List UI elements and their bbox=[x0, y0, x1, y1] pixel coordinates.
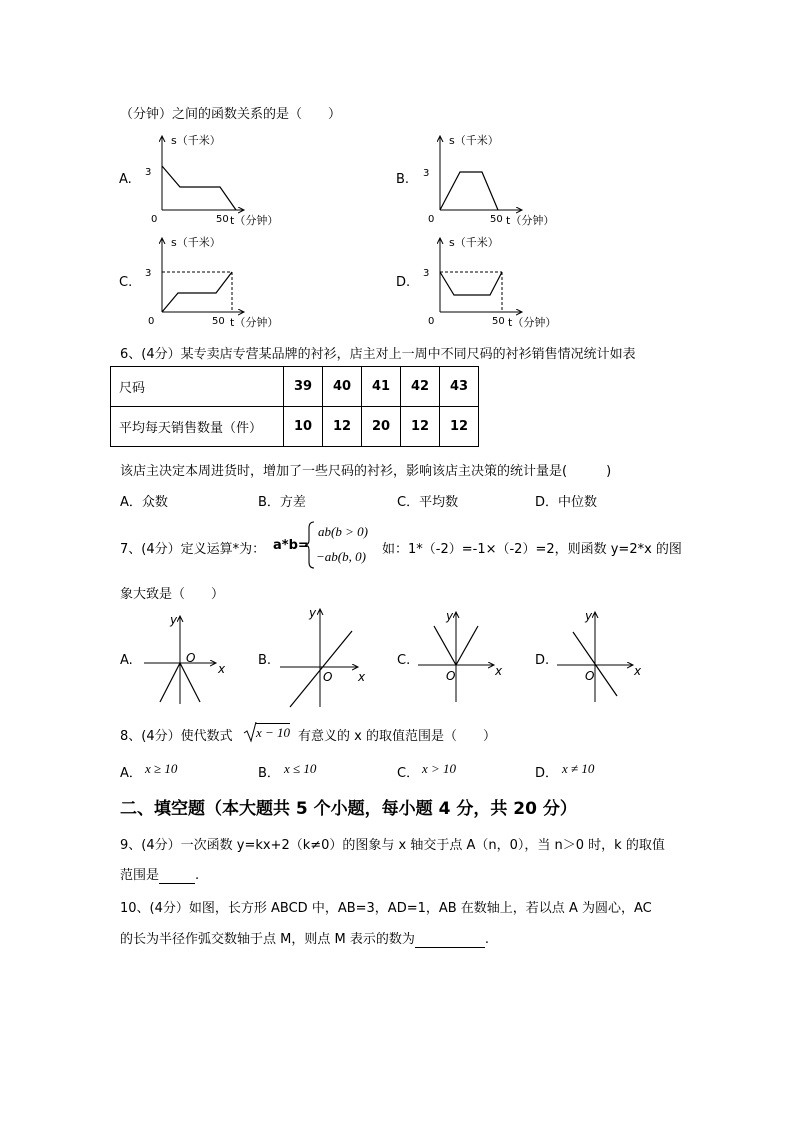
origin-label: O bbox=[585, 669, 595, 683]
q5-stem-end: （分钟）之间的函数关系的是（ ） bbox=[120, 107, 342, 122]
q9-line1: 9、(4分）一次函数 y=kx+2（k≠0）的图象与 x 轴交于点 A（n，0），当 n＞0 时，k 的取值 bbox=[120, 838, 665, 853]
q7-option-b-letter[interactable]: B. bbox=[258, 653, 272, 668]
q8-option-d-expr: x ≠ 10 bbox=[562, 761, 595, 776]
q5-graph-a bbox=[140, 130, 290, 228]
q8-option-c-expr: x > 10 bbox=[422, 761, 457, 776]
q7-option-c-letter[interactable]: C. bbox=[397, 653, 411, 668]
y-tick-label: 3 bbox=[145, 268, 152, 279]
y-axis-label: y bbox=[446, 609, 454, 623]
table-cell: 10 bbox=[284, 407, 323, 447]
q9-line2-prefix: 范围是 bbox=[120, 868, 160, 883]
y-tick-label: 3 bbox=[423, 168, 430, 179]
q5-option-d-letter[interactable]: D. bbox=[396, 275, 411, 290]
x-axis-label: x bbox=[634, 664, 642, 678]
q8-radicand: x − 10 bbox=[256, 725, 291, 740]
q8-prefix: 8、(4分）使代数式 bbox=[120, 729, 233, 744]
table-cell: 42 bbox=[401, 367, 440, 407]
q5-graph-d bbox=[418, 232, 568, 330]
q8-option-d-letter[interactable]: D． bbox=[535, 766, 559, 781]
q10-line1: 10、(4分）如图，长方形 ABCD 中，AB=3，AD=1，AB 在数轴上，若以点 A 为圆心，AC bbox=[120, 901, 652, 916]
q7-case1: ab(b > 0) bbox=[318, 524, 368, 539]
x-axis-label: t（分钟） bbox=[508, 316, 557, 329]
function-line bbox=[180, 663, 200, 702]
q5-graph-c bbox=[140, 232, 290, 330]
x-axis-label: x bbox=[358, 670, 366, 684]
q8-option-b-expr: x ≤ 10 bbox=[284, 761, 317, 776]
origin-label: O bbox=[323, 670, 333, 684]
q6-stem: 6、(4分）某专卖店专营某品牌的衬衫，店主对上一周中不同尺码的衬衫销售情况统计如表 bbox=[120, 347, 636, 362]
q6-option-b[interactable]: B．方差 bbox=[258, 495, 306, 510]
q7-option-a-letter[interactable]: A. bbox=[120, 653, 133, 668]
q7-option-d-letter[interactable]: D. bbox=[535, 653, 550, 668]
origin-label: 0 bbox=[151, 214, 158, 225]
q6-option-a[interactable]: A．众数 bbox=[120, 495, 168, 510]
q7-prefix: 7、(4分）定义运算*为： bbox=[120, 542, 266, 557]
function-line bbox=[456, 626, 478, 665]
function-line bbox=[162, 166, 236, 210]
y-axis-label: y bbox=[585, 609, 593, 623]
function-line bbox=[160, 663, 180, 702]
x-axis-label: t（分钟） bbox=[506, 214, 555, 227]
x-tick-label: 50 bbox=[492, 316, 505, 327]
q5-graph-b bbox=[418, 130, 568, 228]
q8-suffix: 有意义的 x 的取值范围是（ ） bbox=[298, 729, 496, 744]
x-axis-label: t（分钟） bbox=[230, 316, 279, 329]
y-axis-label: s（千米） bbox=[449, 236, 499, 249]
y-axis-label: y bbox=[170, 613, 178, 627]
q7-graph-d bbox=[555, 606, 655, 706]
q7-line2: 象大致是（ ） bbox=[120, 587, 225, 602]
origin-label: 0 bbox=[428, 214, 435, 225]
table-cell: 40 bbox=[323, 367, 362, 407]
q7-graph-b bbox=[278, 603, 378, 711]
x-axis-label: t（分钟） bbox=[230, 214, 279, 227]
q7-suffix: 如：1*（-2）=-1×（-2）=2，则函数 y=2*x 的图 bbox=[382, 542, 682, 557]
table-cell: 43 bbox=[440, 367, 479, 407]
table-cell: 20 bbox=[362, 407, 401, 447]
y-axis-label: y bbox=[309, 606, 317, 620]
q5-option-a-letter[interactable]: A. bbox=[119, 172, 132, 187]
x-axis-label: x bbox=[495, 664, 503, 678]
y-axis-label: s（千米） bbox=[171, 134, 221, 147]
table-row bbox=[111, 367, 479, 407]
q8-option-a-expr: x ≥ 10 bbox=[145, 761, 178, 776]
q8-option-c-letter[interactable]: C． bbox=[397, 766, 420, 781]
q7-graph-a bbox=[140, 610, 240, 708]
q10-line2-suffix: . bbox=[484, 932, 489, 947]
table-cell: 39 bbox=[284, 367, 323, 407]
sqrt-sign-icon bbox=[243, 720, 257, 744]
q7-case2: −ab(b, 0) bbox=[316, 549, 366, 564]
function-line bbox=[440, 272, 502, 295]
y-tick-label: 3 bbox=[423, 268, 430, 279]
table-cell: 12 bbox=[401, 407, 440, 447]
function-line bbox=[440, 172, 498, 210]
table-cell: 41 bbox=[362, 367, 401, 407]
q6-question: 该店主决定本周进货时，增加了一些尺码的衬衫，影响该店主决策的统计量是( ) bbox=[120, 464, 612, 479]
size-sales-table bbox=[110, 366, 479, 447]
origin-label: 0 bbox=[148, 316, 155, 327]
q6-option-d[interactable]: D．中位数 bbox=[535, 495, 598, 510]
q10-line2-prefix: 的长为半径作弧交数轴于点 M，则点 M 表示的数为 bbox=[120, 932, 415, 947]
q7-graph-c bbox=[416, 606, 516, 706]
function-line bbox=[434, 626, 456, 665]
q10-line2 bbox=[120, 928, 489, 948]
function-line bbox=[290, 631, 352, 707]
origin-label: 0 bbox=[428, 316, 435, 327]
table-cell: 12 bbox=[323, 407, 362, 447]
q10-answer-blank[interactable] bbox=[415, 932, 485, 948]
q7-ab-def: a*b= bbox=[273, 538, 309, 553]
x-axis-label: x bbox=[218, 662, 226, 676]
y-axis-label: s（千米） bbox=[171, 236, 221, 249]
q6-option-c[interactable]: C．平均数 bbox=[397, 495, 459, 510]
q8-option-b-letter[interactable]: B． bbox=[258, 766, 280, 781]
q9-answer-blank[interactable] bbox=[159, 868, 195, 884]
table-row bbox=[111, 407, 479, 447]
q9-line2-suffix: . bbox=[195, 868, 200, 883]
q8-option-a-letter[interactable]: A． bbox=[120, 766, 142, 781]
brace-icon bbox=[304, 520, 316, 570]
y-tick-label: 3 bbox=[145, 167, 152, 178]
x-tick-label: 50 bbox=[212, 316, 225, 327]
q5-option-b-letter[interactable]: B. bbox=[396, 172, 410, 187]
x-tick-label: 50 bbox=[216, 214, 229, 225]
row-header-quantity: 平均每天销售数量（件） bbox=[111, 407, 284, 447]
origin-label: O bbox=[186, 651, 196, 665]
origin-label: O bbox=[446, 669, 456, 683]
q9-line2 bbox=[120, 864, 199, 884]
function-line bbox=[162, 272, 232, 312]
q5-option-c-letter[interactable]: C. bbox=[119, 275, 133, 290]
table-cell: 12 bbox=[440, 407, 479, 447]
y-axis-label: s（千米） bbox=[449, 134, 499, 147]
section-heading: 二、填空题（本大题共 5 个小题，每小题 4 分，共 20 分） bbox=[120, 799, 577, 819]
x-tick-label: 50 bbox=[490, 214, 503, 225]
row-header-size: 尺码 bbox=[111, 367, 284, 407]
